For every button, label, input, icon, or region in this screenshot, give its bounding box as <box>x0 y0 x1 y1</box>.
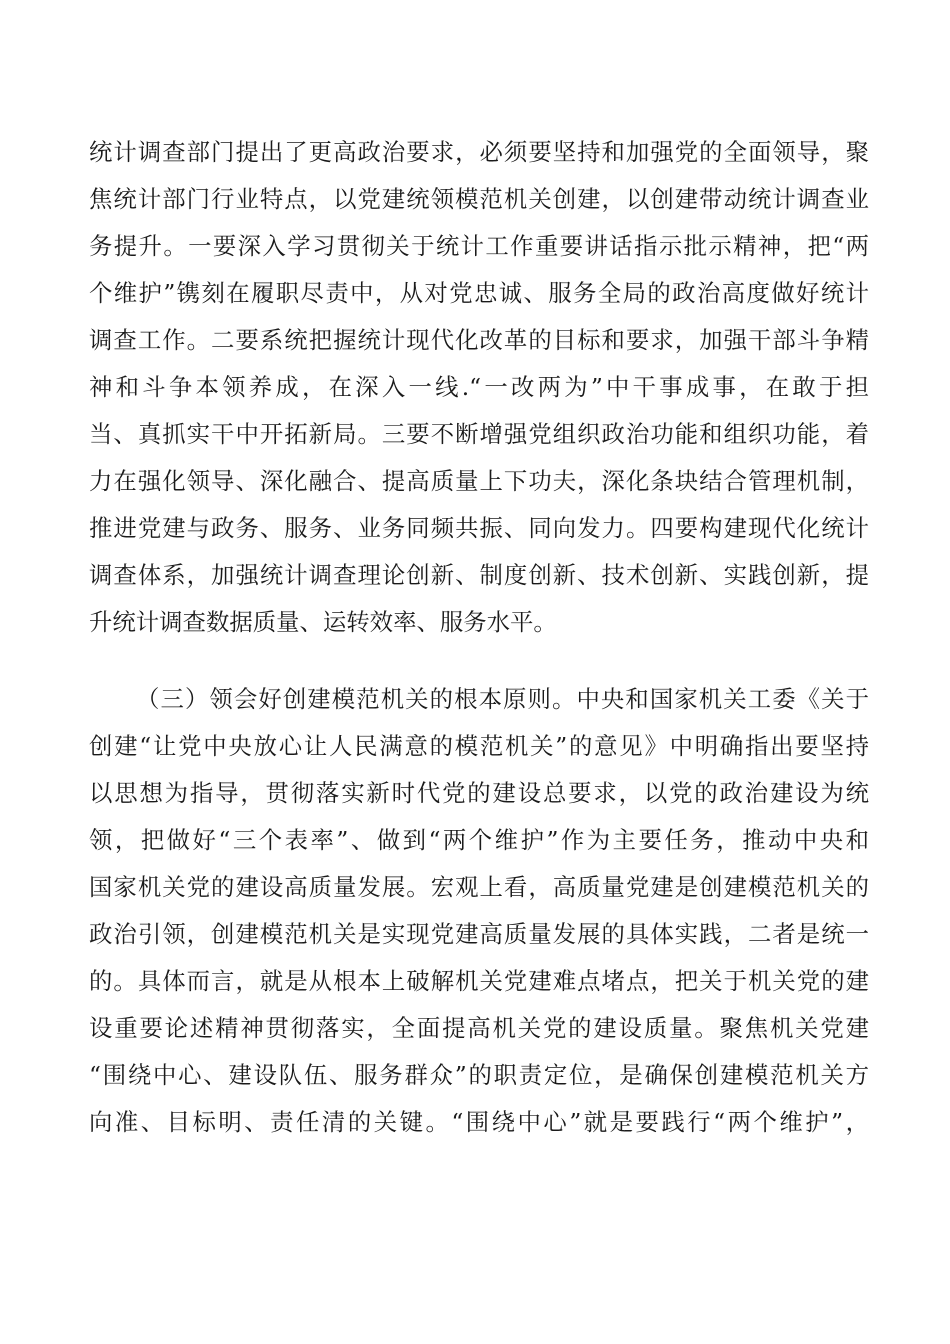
text-line: 政治引领，创建模范机关是实现党建高质量发展的具体实践，二者是统一 <box>89 920 869 948</box>
text-line: 调查体系，加强统计调查理论创新、制度创新、技术创新、实践创新，提 <box>89 561 869 589</box>
text-line: 个维护”镌刻在履职尽责中，从对党忠诚、服务全局的政治高度做好统计 <box>89 279 869 307</box>
text-line: 统计调查部门提出了更高政治要求，必须要坚持和加强党的全面领导，聚 <box>89 138 869 166</box>
text-line: 向准、目标明、责任清的关键。“围绕中心”就是要践行“两个维护”， <box>89 1108 869 1136</box>
text-line: 当、真抓实干中开拓新局。三要不断增强党组织政治功能和组织功能，着 <box>89 420 869 448</box>
text-line: 神和斗争本领养成，在深入一线.“一改两为”中干事成事，在敢于担 <box>89 373 869 401</box>
text-line: 以思想为指导，贯彻落实新时代党的建设总要求，以党的政治建设为统 <box>89 779 869 807</box>
text-line: 务提升。一要深入学习贯彻关于统计工作重要讲话指示批示精神，把“两 <box>89 232 869 260</box>
text-line: 设重要论述精神贯彻落实，全面提高机关党的建设质量。聚焦机关党建 <box>89 1014 869 1042</box>
text-line: 的。具体而言，就是从根本上破解机关党建难点堵点，把关于机关党的建 <box>89 967 869 995</box>
text-line: 升统计调查数据质量、运转效率、服务水平。 <box>89 608 557 636</box>
text-line: 调查工作。二要系统把握统计现代化改革的目标和要求，加强干部斗争精 <box>89 326 869 354</box>
text-line: 推进党建与政务、服务、业务同频共振、同向发力。四要构建现代化统计 <box>89 514 869 542</box>
text-line: 领，把做好“三个表率”、做到“两个维护”作为主要任务，推动中央和 <box>89 826 869 854</box>
text-line: 焦统计部门行业特点，以党建统领模范机关创建，以创建带动统计调查业 <box>89 185 869 213</box>
text-line: “围绕中心、建设队伍、服务群众”的职责定位，是确保创建模范机关方 <box>89 1061 869 1089</box>
paragraph-heading-line: （三）领会好创建模范机关的根本原则。中央和国家机关工委《关于 <box>136 685 869 713</box>
text-line: 创建“让党中央放心让人民满意的模范机关”的意见》中明确指出要坚持 <box>89 732 869 760</box>
text-line: 国家机关党的建设高质量发展。宏观上看，高质量党建是创建模范机关的 <box>89 873 869 901</box>
text-line: 力在强化领导、深化融合、提高质量上下功夫，深化条块结合管理机制， <box>89 467 869 495</box>
